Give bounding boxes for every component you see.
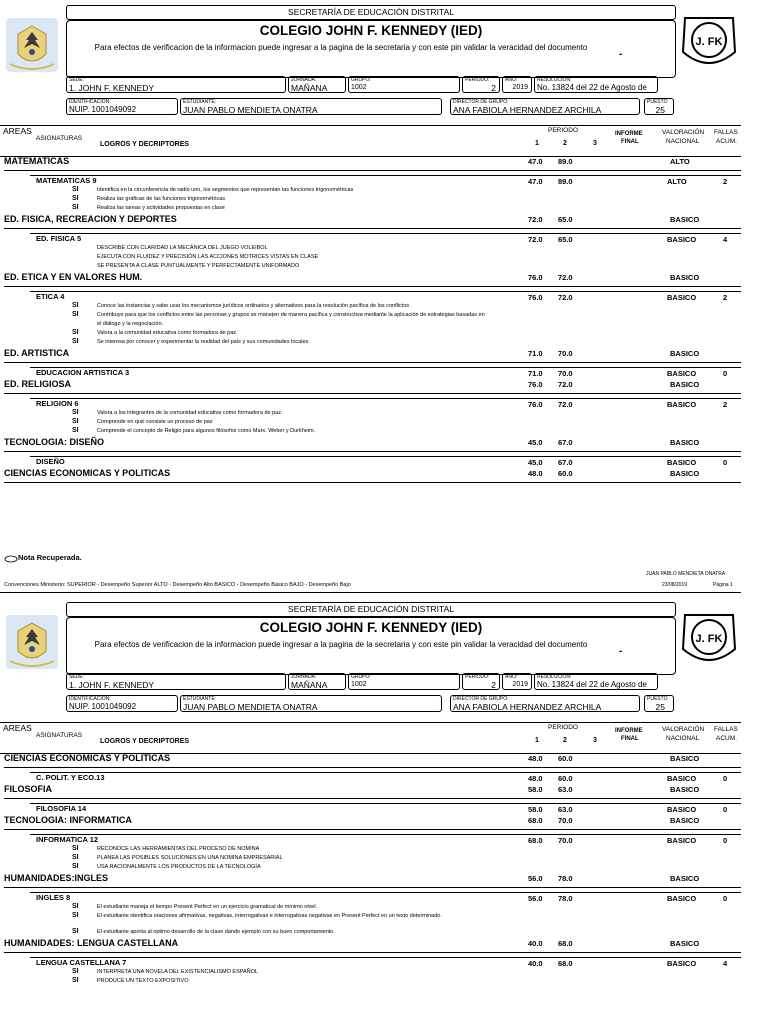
estudiante-label: ESTUDIANTE: — [183, 696, 217, 702]
area-row — [4, 784, 741, 799]
area-period-1: 68.0 — [528, 816, 543, 825]
subject-row — [30, 233, 741, 245]
resolucion-value: No. 13824 del 22 de Agosto de — [537, 680, 647, 689]
informe-heading: INFORME — [615, 728, 643, 734]
subject-row — [30, 892, 741, 904]
anio-value: 2019 — [512, 84, 528, 91]
periodo-field — [462, 673, 500, 690]
fallas-heading: FALLAS — [714, 726, 738, 733]
anio-field — [502, 673, 532, 690]
jfk-logo-text: J. FK — [695, 36, 723, 48]
director-field — [450, 695, 640, 712]
nacional-heading: NACIONAL — [666, 735, 700, 742]
subject-period-1: 76.0 — [528, 293, 543, 302]
achievement-text: Valora a los integrantes de la comunidad educativa como formadora de paz. — [97, 410, 283, 416]
area-name: HUMANIDADES: LENGUA CASTELLANA — [4, 938, 179, 948]
subject-period-2: 72.0 — [558, 293, 573, 302]
areas-heading: AREAS — [3, 723, 32, 733]
subject-valoracion: BASICO — [667, 894, 697, 903]
grupo-field — [348, 76, 460, 93]
puesto-value: 25 — [655, 702, 665, 712]
periodo-heading: PERIODO — [548, 127, 578, 134]
area-period-1: 48.0 — [528, 754, 543, 763]
achievement-si: SI — [72, 204, 79, 211]
area-valoracion: BASICO — [670, 816, 700, 825]
subject-period-1: 56.0 — [528, 894, 543, 903]
estudiante-value: JUAN PABLO MENDIETA ONATRA — [183, 105, 318, 115]
school-name: COLEGIO JOHN F. KENNEDY (IED) — [259, 620, 483, 635]
subject-fallas: 2 — [723, 293, 728, 302]
area-row — [4, 214, 741, 229]
subject-period-2: 63.0 — [558, 805, 573, 814]
area-period-2: 89.0 — [558, 157, 573, 166]
period-1-heading: 1 — [535, 140, 539, 147]
logros-heading: LOGROS Y DECRIPTORES — [100, 738, 190, 745]
subject-valoracion: BASICO — [667, 369, 697, 378]
subject-valoracion: ALTO — [667, 177, 687, 186]
area-valoracion: BASICO — [670, 380, 700, 389]
convenciones-legend: Convenciones Ministerio: SUPERIOR - Desempeño Superior ALTO - Desempeño Alto BASICO - Desempeño Básico BAJO - Desempeño Bajo — [4, 582, 351, 588]
periodo-field — [462, 76, 500, 93]
subject-name: C. POLIT. Y ECO.13 — [36, 773, 105, 782]
subject-fallas: 0 — [723, 458, 728, 467]
area-row — [4, 156, 741, 171]
achievement-text: Comprende en qué consiste un proceso de paz — [97, 419, 213, 425]
area-period-2: 60.0 — [558, 469, 573, 478]
area-row — [4, 272, 741, 287]
resolucion-label: RESOLUCION: — [537, 674, 572, 680]
achievement-text: INTERPRETA UNA NOVELA DEL EXISTENCIALISMO ESPAÑOL — [97, 969, 258, 975]
achievement-si: SI — [72, 845, 79, 852]
subject-valoracion: BASICO — [667, 959, 697, 968]
area-period-2: 65.0 — [558, 215, 573, 224]
area-period-1: 71.0 — [528, 349, 543, 358]
page-divider — [0, 592, 741, 593]
informe-heading: INFORME — [615, 131, 643, 137]
subject-name: ETICA 4 — [36, 292, 65, 301]
achievement-text: EJECUTA CON FLUIDEZ Y PRECISIÓN LAS ACCIONES MOTRICES VISTAS EN CLASE — [97, 254, 319, 260]
puesto-field — [644, 695, 674, 712]
subject-row — [30, 772, 741, 784]
achievement-text: Valora a la comunidad educativa como formadora de paz. — [97, 330, 238, 336]
subject-name: RELIGION 6 — [36, 399, 79, 408]
puesto-value: 25 — [655, 105, 665, 115]
grupo-value: 1002 — [351, 681, 367, 688]
achievement-text: SE PRESENTA A CLASE PUNTUALMENTE Y PERFECTAMENTE UNIFORMADO — [97, 263, 300, 269]
area-period-1: 76.0 — [528, 380, 543, 389]
secretaria-title: SECRETARÍA DE EDUCACIÓN DISTRITAL — [66, 602, 676, 617]
area-name: CIENCIAS ECONOMICAS Y POLITICAS — [4, 753, 171, 763]
area-period-1: 45.0 — [528, 438, 543, 447]
period-3-heading: 3 — [593, 737, 597, 744]
subject-valoracion: BASICO — [667, 235, 697, 244]
area-period-2: 72.0 — [558, 273, 573, 282]
subject-period-2: 67.0 — [558, 458, 573, 467]
anio-field — [502, 76, 532, 93]
table-header — [0, 722, 741, 754]
subject-period-2: 72.0 — [558, 400, 573, 409]
acum-heading: ACUM. — [716, 138, 737, 145]
achievement-text-cont: el diálogo y la negociación. — [97, 321, 164, 327]
subject-period-1: 68.0 — [528, 836, 543, 845]
achievement-si: SI — [72, 863, 79, 870]
jfk-logo — [677, 609, 741, 669]
area-name: ED. FISICA, RECREACION Y DEPORTES — [4, 214, 177, 224]
subject-row — [30, 957, 741, 969]
subject-fallas: 0 — [723, 774, 728, 783]
area-row — [4, 815, 741, 830]
area-row — [4, 468, 741, 483]
area-valoracion: BASICO — [670, 874, 700, 883]
subject-row — [30, 367, 741, 379]
periodo-label: PERIODO: — [465, 77, 490, 83]
final-heading: FINAL — [621, 139, 639, 145]
sede-label: SEDE: — [69, 674, 85, 680]
subject-row — [30, 175, 741, 187]
achievement-text: El estudiante identifica oraciones afirmativas, negativas, interrogativas e interrogativas negativas en Present Perfect en un texto determinado. — [97, 913, 442, 919]
area-period-1: 48.0 — [528, 469, 543, 478]
director-label: DIRECTOR DE GRUPO: — [453, 696, 509, 702]
area-name: TECNOLOGIA: INFORMATICA — [4, 815, 132, 825]
subject-period-2: 65.0 — [558, 235, 573, 244]
anio-value: 2019 — [512, 681, 528, 688]
achievement-text: USA RACIONALMENTE LOS PRODUCTOS DE LA TECNOLOGÍA — [97, 864, 261, 870]
estudiante-label: ESTUDIANTE: — [183, 99, 217, 105]
asignaturas-heading: ASIGNATURAS — [36, 732, 83, 739]
achievement-text: PRODUCE UN TEXTO EXPOSITIVO — [97, 978, 189, 984]
achievement-text: Realiza las gráficas de las funciones trigonométricas — [97, 196, 226, 202]
achievement-si: SI — [72, 912, 79, 919]
area-name: MATEMATICAS — [4, 156, 70, 166]
area-valoracion: BASICO — [670, 349, 700, 358]
grupo-field — [348, 673, 460, 690]
area-period-1: 47.0 — [528, 157, 543, 166]
area-period-1: 56.0 — [528, 874, 543, 883]
area-period-2: 63.0 — [558, 785, 573, 794]
resolucion-field — [534, 673, 658, 690]
valoracion-heading: VALORACIÓN — [662, 726, 705, 733]
area-valoracion: BASICO — [670, 469, 700, 478]
sede-field — [66, 76, 286, 93]
achievement-si: SI — [72, 338, 79, 345]
achievement-si: SI — [72, 418, 79, 425]
achievement-text: El estudiante maneja el tiempo Present Perfect en un ejercicio gramatical de mínimo nivel. — [97, 904, 318, 910]
footer-student-name: JUAN PABLO MENDIETA ONATRA — [646, 571, 726, 577]
area-period-2: 78.0 — [558, 874, 573, 883]
subject-fallas: 4 — [723, 235, 728, 244]
fallas-heading: FALLAS — [714, 129, 738, 136]
subject-period-1: 58.0 — [528, 805, 543, 814]
achievement-text: Realiza las tareas y actividades propuestas en clase — [97, 205, 225, 211]
verification-text: Para efectos de verificacion de la informacion puede ingresar a la pagina de la secretaria y con este pin validar la veracidad del documento — [94, 640, 588, 649]
area-valoracion: BASICO — [670, 438, 700, 447]
area-period-2: 72.0 — [558, 380, 573, 389]
footer-page-number: Página 1 — [713, 582, 733, 588]
subject-valoracion: BASICO — [667, 805, 697, 814]
jfk-logo-text: J. FK — [695, 633, 723, 645]
achievement-si: SI — [72, 409, 79, 416]
subject-name: INFORMATICA 12 — [36, 835, 99, 844]
grupo-label: GRUPO: — [351, 77, 371, 83]
subject-period-2: 78.0 — [558, 894, 573, 903]
school-banner — [66, 617, 676, 675]
jornada-label: JORNADA: — [291, 674, 317, 680]
area-name: HUMANIDADES:INGLES — [4, 873, 109, 883]
identificacion-value: NUIP. 1001049092 — [69, 702, 137, 711]
achievement-si: SI — [72, 427, 79, 434]
achievement-text: Identifica en la circunferencia de radio uno, los segmentos que representan las funciones trigonométricas — [97, 187, 354, 193]
period-3-heading: 3 — [593, 140, 597, 147]
resolucion-field — [534, 76, 658, 93]
achievement-si: SI — [72, 968, 79, 975]
achievement-text: Contribuye para que los conflictos entre las personas y grupos se manejen de manera pacífica y constructiva mediante la aplicación de estrategias basadas en — [97, 312, 485, 318]
school-name: COLEGIO JOHN F. KENNEDY (IED) — [259, 23, 483, 38]
area-period-2: 70.0 — [558, 349, 573, 358]
subject-period-2: 60.0 — [558, 774, 573, 783]
area-period-1: 40.0 — [528, 939, 543, 948]
director-value: ANA FABIOLA HERNANDEZ ARCHILA — [453, 105, 602, 115]
area-name: FILOSOFIA — [4, 784, 52, 794]
jfk-logo — [677, 12, 741, 72]
puesto-label: PUESTO — [647, 696, 668, 702]
subject-period-2: 68.0 — [558, 959, 573, 968]
identificacion-value: NUIP. 1001049092 — [69, 105, 137, 114]
subject-valoracion: BASICO — [667, 774, 697, 783]
achievement-text: Se interesa por conocer y experimentar la realidad del país y sus comunidades locales. — [97, 339, 310, 345]
area-valoracion: BASICO — [670, 215, 700, 224]
subject-row — [30, 834, 741, 846]
subject-period-1: 72.0 — [528, 235, 543, 244]
area-period-2: 60.0 — [558, 754, 573, 763]
subject-row — [30, 291, 741, 303]
footer-date: 23/08/2019 — [662, 582, 688, 588]
subject-name: FILOSOFIA 14 — [36, 804, 87, 813]
report-page-2 — [0, 597, 768, 1024]
achievement-text: PLANEA LAS POSIBLES SOLUCIONES EN UNA NOMINA EMPRESARIAL — [97, 855, 283, 861]
area-valoracion: BASICO — [670, 754, 700, 763]
period-2-heading: 2 — [563, 140, 567, 147]
jornada-label: JORNADA: — [291, 77, 317, 83]
area-period-2: 67.0 — [558, 438, 573, 447]
area-valoracion: BASICO — [670, 785, 700, 794]
area-row — [4, 938, 741, 953]
subject-row — [30, 398, 741, 410]
subject-period-1: 48.0 — [528, 774, 543, 783]
achievement-text: DESCRIBE CON CLARIDAD LA MECÁNICA DEL JUEGO VOLEIBOL — [97, 245, 268, 251]
identificacion-label: IDENTIFICACION: — [69, 99, 111, 105]
subject-fallas: 2 — [723, 400, 728, 409]
identificacion-field — [66, 98, 178, 115]
anio-label: AÑO: — [505, 77, 518, 83]
areas-heading: AREAS — [3, 126, 32, 136]
area-period-1: 72.0 — [528, 215, 543, 224]
achievement-si: SI — [72, 302, 79, 309]
area-period-1: 58.0 — [528, 785, 543, 794]
table-header — [0, 125, 741, 157]
subject-fallas: 0 — [723, 805, 728, 814]
achievement-si: SI — [72, 329, 79, 336]
resolucion-value: No. 13824 del 22 de Agosto de — [537, 83, 647, 92]
area-name: CIENCIAS ECONOMICAS Y POLITICAS — [4, 468, 171, 478]
achievement-si: SI — [72, 854, 79, 861]
subject-fallas: 4 — [723, 959, 728, 968]
acum-heading: ACUM. — [716, 735, 737, 742]
verification-text: Para efectos de verificacion de la informacion puede ingresar a la pagina de la secretaria y con este pin validar la veracidad del documento — [94, 43, 588, 52]
achievement-si: SI — [72, 928, 79, 935]
area-period-2: 68.0 — [558, 939, 573, 948]
periodo-value: 2 — [491, 83, 496, 93]
subject-fallas: 2 — [723, 177, 728, 186]
area-valoracion: BASICO — [670, 939, 700, 948]
asignaturas-heading: ASIGNATURAS — [36, 135, 83, 142]
periodo-label: PERIODO: — [465, 674, 490, 680]
area-name: ED. ETICA Y EN VALORES HUM. — [4, 272, 143, 282]
school-crest-logo — [2, 611, 62, 671]
secretaria-title: SECRETARÍA DE EDUCACIÓN DISTRITAL — [66, 5, 676, 20]
subject-period-1: 76.0 — [528, 400, 543, 409]
subject-name: EDUCACION ARTISTICA 3 — [36, 368, 130, 377]
estudiante-field — [180, 98, 442, 115]
subject-name: INGLES 8 — [36, 893, 71, 902]
subject-fallas: 0 — [723, 836, 728, 845]
subject-name: ED. FISICA 5 — [36, 234, 82, 243]
grupo-value: 1002 — [351, 84, 367, 91]
subject-name: MATEMATICAS 9 — [36, 176, 97, 185]
subject-period-1: 40.0 — [528, 959, 543, 968]
jornada-value: MAÑANA — [291, 83, 328, 93]
subject-row — [30, 456, 741, 468]
anio-label: AÑO: — [505, 674, 518, 680]
area-period-1: 76.0 — [528, 273, 543, 282]
area-row — [4, 873, 741, 888]
nacional-heading: NACIONAL — [666, 138, 700, 145]
area-name: ED. RELIGIOSA — [4, 379, 72, 389]
school-crest-logo — [2, 14, 62, 74]
subject-period-2: 89.0 — [558, 177, 573, 186]
jornada-field — [288, 76, 346, 93]
subject-row — [30, 803, 741, 815]
subject-period-2: 70.0 — [558, 836, 573, 845]
subject-period-2: 70.0 — [558, 369, 573, 378]
sede-field — [66, 673, 286, 690]
achievement-text: RECONOCE LAS HERRAMIENTAS DEL PROCESO DE NOMINA — [97, 846, 260, 852]
periodo-heading: PERIODO — [548, 724, 578, 731]
area-row — [4, 379, 741, 394]
achievement-si: SI — [72, 195, 79, 202]
subject-period-1: 47.0 — [528, 177, 543, 186]
puesto-field — [644, 98, 674, 115]
achievement-text: Conoce las instancias y sabe usar los mecanismos jurídicos ordinarios y alternativos para la resolución pacífica de los conflictos — [97, 303, 410, 309]
achievement-si: SI — [72, 903, 79, 910]
valoracion-heading: VALORACIÓN — [662, 129, 705, 136]
identificacion-label: IDENTIFICACION: — [69, 696, 111, 702]
subject-valoracion: BASICO — [667, 293, 697, 302]
area-name: TECNOLOGIA: DISEÑO — [4, 437, 105, 447]
achievement-text: Comprende el concepto de Religio para algunos filósofos como Marx. Weber y Durkheim. — [97, 428, 316, 434]
identificacion-field — [66, 695, 178, 712]
director-field — [450, 98, 640, 115]
director-label: DIRECTOR DE GRUPO: — [453, 99, 509, 105]
estudiante-field — [180, 695, 442, 712]
school-banner — [66, 20, 676, 78]
subject-valoracion: BASICO — [667, 400, 697, 409]
estudiante-value: JUAN PABLO MENDIETA ONATRA — [183, 702, 318, 712]
achievement-si: SI — [72, 977, 79, 984]
puesto-label: PUESTO — [647, 99, 668, 105]
achievement-text: El estudiante aporta al optimo desarrollo de la clase dando ejemplo con su buen comportamiento. — [97, 929, 335, 935]
logros-heading: LOGROS Y DECRIPTORES — [100, 141, 190, 148]
period-1-heading: 1 — [535, 737, 539, 744]
period-2-heading: 2 — [563, 737, 567, 744]
final-heading: FINAL — [621, 736, 639, 742]
director-value: ANA FABIOLA HERNANDEZ ARCHILA — [453, 702, 602, 712]
achievement-si: SI — [72, 186, 79, 193]
subject-period-1: 45.0 — [528, 458, 543, 467]
area-name: ED. ARTISTICA — [4, 348, 70, 358]
jornada-field — [288, 673, 346, 690]
subject-fallas: 0 — [723, 894, 728, 903]
area-valoracion: ALTO — [670, 157, 690, 166]
area-row — [4, 753, 741, 768]
jornada-value: MAÑANA — [291, 680, 328, 690]
area-valoracion: BASICO — [670, 273, 700, 282]
pin-value: - — [619, 49, 623, 60]
area-period-2: 70.0 — [558, 816, 573, 825]
subject-valoracion: BASICO — [667, 458, 697, 467]
subject-name: DISEÑO — [36, 457, 65, 466]
periodo-value: 2 — [491, 680, 496, 690]
subject-period-1: 71.0 — [528, 369, 543, 378]
achievement-si: SI — [72, 311, 79, 318]
sede-value: 1. JOHN F. KENNEDY — [69, 83, 155, 93]
subject-name: LENGUA CASTELLANA 7 — [36, 958, 127, 967]
sede-label: SEDE: — [69, 77, 85, 83]
subject-valoracion: BASICO — [667, 836, 697, 845]
recovered-grade-icon — [4, 555, 18, 563]
resolucion-label: RESOLUCION: — [537, 77, 572, 83]
area-row — [4, 437, 741, 452]
nota-recuperada: Nota Recuperada. — [18, 553, 82, 562]
pin-value: - — [619, 646, 623, 657]
sede-value: 1. JOHN F. KENNEDY — [69, 680, 155, 690]
subject-fallas: 0 — [723, 369, 728, 378]
area-row — [4, 348, 741, 363]
grupo-label: GRUPO: — [351, 674, 371, 680]
